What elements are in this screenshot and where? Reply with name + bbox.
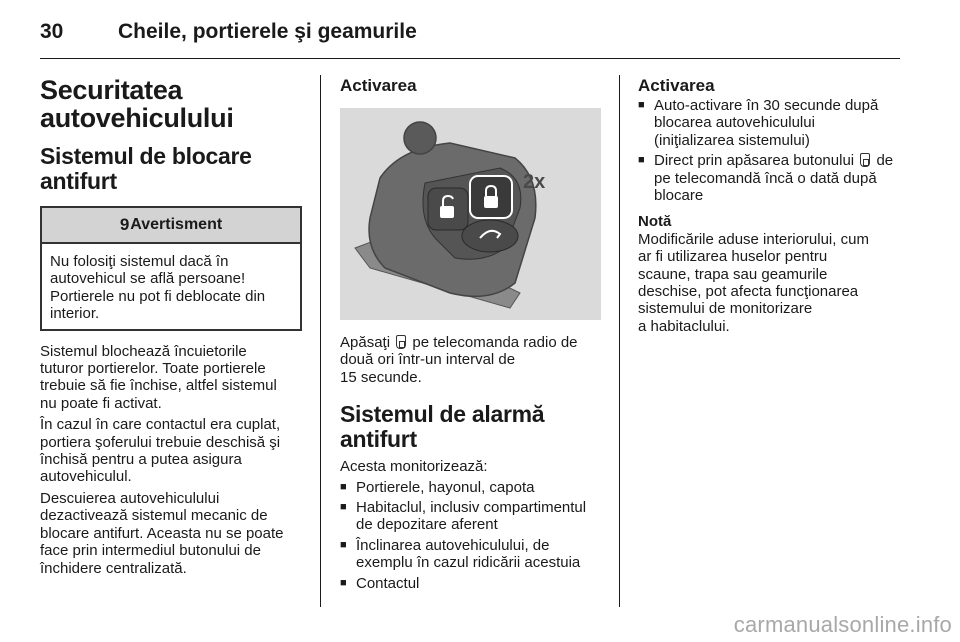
warning-box xyxy=(40,206,302,331)
section-heading-line: Securitatea xyxy=(40,75,183,105)
section-heading xyxy=(40,76,302,132)
paragraph xyxy=(40,343,302,413)
list-item-line: Contactul xyxy=(356,574,420,592)
note-line: scaune, trapa sau geamurile xyxy=(638,265,828,283)
warning-line: Nu folosiţi sistemul dacă în xyxy=(50,253,229,270)
list-item-line: (iniţializarea sistemului) xyxy=(654,131,810,149)
warning-title: Avertisment xyxy=(130,216,223,233)
list-item xyxy=(340,479,605,496)
bullet-icon: ■ xyxy=(638,99,645,111)
watermark: carmanualsonline.info xyxy=(733,612,952,637)
paragraph-line: nu poate fi activat. xyxy=(40,394,162,412)
bullet-icon: ■ xyxy=(340,576,347,589)
warning-line: autovehicul se află persoane! xyxy=(50,270,246,288)
tailgate-button-face xyxy=(462,220,518,252)
caption-text: pe telecomanda radio de xyxy=(412,334,578,351)
unlock-button xyxy=(428,188,468,230)
list-item-line xyxy=(654,152,903,169)
section-heading-line: autovehiculului xyxy=(40,103,234,133)
monitor-list xyxy=(340,479,605,592)
column-divider-right xyxy=(619,75,620,607)
paragraph-line: Descuierea autovehiculului xyxy=(40,489,220,507)
activation-caption xyxy=(340,334,605,386)
tailgate-button xyxy=(462,220,518,252)
bullet-icon: ■ xyxy=(340,538,347,551)
note-line: deschise, pot afecta funcţionarea xyxy=(638,283,859,301)
bullet-icon: ■ xyxy=(340,501,347,514)
note-line: a habitaclului. xyxy=(638,317,730,335)
warning-text xyxy=(42,244,300,329)
warning-header xyxy=(42,208,300,244)
note-title: Notă xyxy=(638,213,672,231)
column-middle xyxy=(340,76,605,592)
caption-line: două ori într-un interval de xyxy=(340,351,516,369)
list-item-line: Înclinarea autovehiculului, de xyxy=(356,536,550,554)
paragraph xyxy=(40,490,302,577)
paragraph-line: tuturor portierelor. Toate portierele xyxy=(40,360,266,378)
lock-key-glyph-icon xyxy=(860,153,870,167)
caption-text: Apăsaţi xyxy=(340,334,391,351)
list-item xyxy=(340,575,605,592)
paragraph-line: blocare antifurt. Aceasta nu se poate xyxy=(40,524,284,542)
lock-button xyxy=(470,176,512,218)
remote-key-illustration xyxy=(340,108,601,320)
subsection-heading-line: Sistemul de blocare xyxy=(40,143,252,169)
warning-triangle-icon: 9 xyxy=(119,215,130,234)
paragraph-line: dezactivează sistemul mecanic de xyxy=(40,507,268,525)
list-item xyxy=(638,97,903,149)
alarm-heading: Sistemul de alarmă antifurt xyxy=(340,401,545,453)
bullet-icon: ■ xyxy=(638,154,645,167)
list-item-line: de depozitare aferent xyxy=(356,516,498,534)
header-rule xyxy=(40,58,900,59)
paragraph-line: face prin intermediul butonului de xyxy=(40,542,261,560)
monitors-intro: Acesta monitorizează: xyxy=(340,458,488,476)
key-ring xyxy=(404,122,436,154)
column-left xyxy=(40,76,302,577)
paragraph xyxy=(40,416,302,486)
list-item-line: Portierele, hayonul, capota xyxy=(356,478,535,496)
caption-line: 15 secunde. xyxy=(340,368,422,386)
list-item-text: Direct prin apăsarea butonului xyxy=(654,152,855,170)
column-divider-left xyxy=(320,75,321,607)
column-right xyxy=(638,76,903,335)
activation-list xyxy=(638,97,903,204)
activation-heading: Activarea xyxy=(638,76,715,95)
list-item-text: de xyxy=(876,152,894,170)
list-item-line: pe telecomandă încă o dată după xyxy=(654,169,877,187)
paragraph-line: închidere centralizată. xyxy=(40,559,187,577)
bullet-icon: ■ xyxy=(340,480,347,493)
lock-key-glyph-icon xyxy=(396,335,406,349)
subsection-heading xyxy=(40,144,302,194)
caption-line xyxy=(340,334,605,351)
remote-key-drawing xyxy=(340,108,601,320)
running-title: Cheile, portierele şi geamurile xyxy=(118,20,417,43)
list-item-line: Auto-activare în 30 secunde după xyxy=(654,97,879,114)
paragraph-line: În cazul în care contactul era cuplat, xyxy=(40,416,281,434)
note-line: sistemului de monitorizare xyxy=(638,300,813,318)
paragraph-line: închisă pentru a putea asigura xyxy=(40,451,242,469)
list-item-line: exemplu în cazul ridicării acestuia xyxy=(356,554,581,572)
activation-heading: Activarea xyxy=(340,76,417,95)
note-text xyxy=(638,231,903,335)
list-item-line: Habitaclul, inclusiv compartimentul xyxy=(356,499,587,517)
press-count-label: 2x xyxy=(523,171,546,193)
paragraph-line: portiera şoferului trebuie deschisă şi xyxy=(40,433,281,451)
list-item xyxy=(340,499,605,534)
list-item-line: blocarea autovehiculului xyxy=(654,114,815,132)
paragraph-line: Sistemul blochează încuietorile xyxy=(40,342,247,360)
warning-line: interior. xyxy=(50,305,100,323)
page-number: 30 xyxy=(40,20,64,43)
page-header xyxy=(40,14,900,48)
list-item-line: blocare xyxy=(654,187,704,205)
note-line: Modificările aduse interiorului, cum xyxy=(638,230,869,248)
paragraph-line: trebuie să fie închise, altfel sistemul xyxy=(40,377,277,395)
subsection-heading-line: antifurt xyxy=(40,168,117,194)
list-item xyxy=(340,537,605,572)
list-item xyxy=(638,152,903,204)
paragraph-line: autovehiculul. xyxy=(40,468,132,486)
note-line: ar fi utilizarea huselor pentru xyxy=(638,248,828,266)
warning-line: Portierele nu pot fi deblocate din xyxy=(50,287,266,305)
